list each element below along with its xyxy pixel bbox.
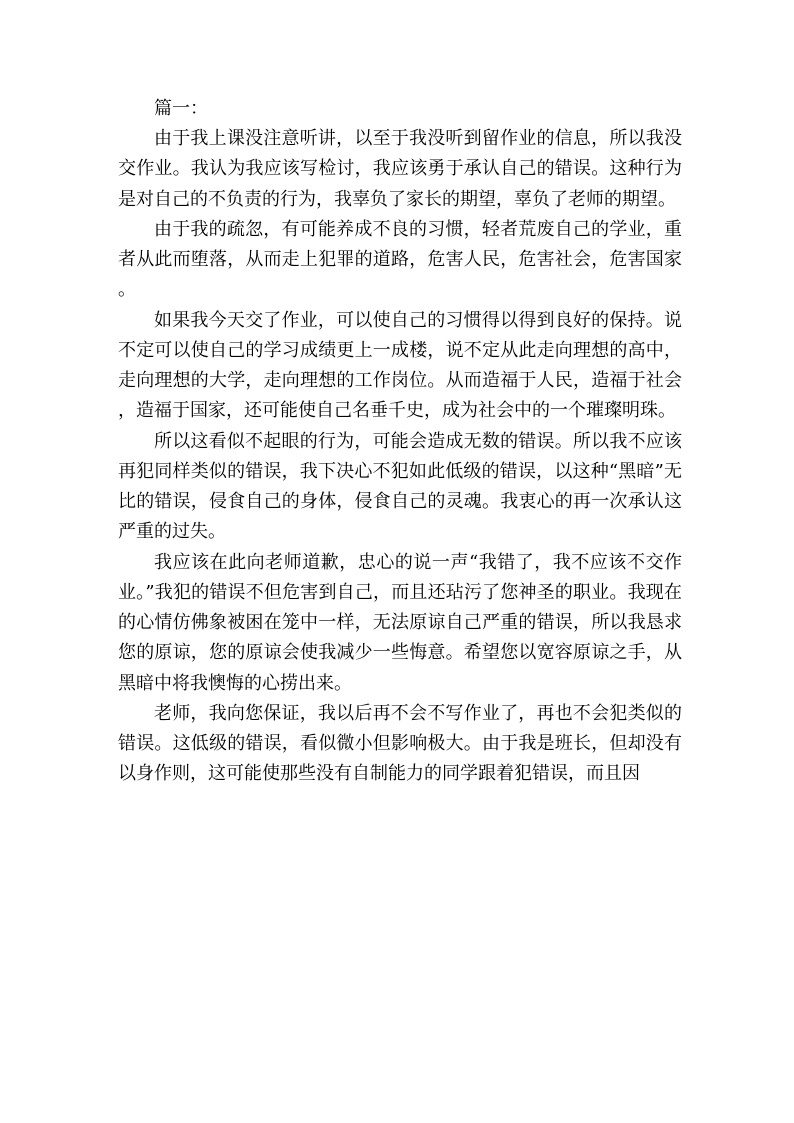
paragraph-1: 由于我上课没注意听讲，以至于我没听到留作业的信息，所以我没交作业。我认为我应该写检讨，我应该勇于承认自己的错误。这种行为是对自己的不负责的行为，我辜负了家长的期望，辜负了老师的期望。 <box>118 128 682 210</box>
paragraph-5: 我应该在此向老师道歉，忠心的说一声“我错了，我不应该不交作业。”我犯的错误不但危害到自己，而且还玷污了您神圣的职业。我现在的心情仿佛象被困在笼中一样，无法原谅自己严重的错误，所以我恳求您的原谅，您的原谅会使我减少一些悔意。希望您以宽容原谅之手，从黑暗中将我懊悔的心捞出来。 <box>118 551 682 694</box>
section-heading: 篇一： <box>154 98 208 119</box>
paragraph-6: 老师，我向您保证，我以后再不会不写作业了，再也不会犯类似的错误。这低级的错误，看似微小但影响极大。由于我是班长，但却没有以身作则，这可能使那些没有自制能力的同学跟着犯错误，而且因 <box>118 702 682 785</box>
document-page <box>118 94 682 790</box>
paragraph-3: 如果我今天交了作业，可以使自己的习惯得以得到良好的保持。说不定可以使自己的学习成绩更上一成楼，说不定从此走向理想的高中，走向理想的大学，走向理想的工作岗位。从而造福于人民，造福于社会，造福于国家，还可能使自己名垂千史，成为社会中的一个璀璨明珠。 <box>118 309 682 422</box>
paragraph-2: 由于我的疏忽，有可能养成不良的习惯，轻者荒废自己的学业，重者从此而堕落，从而走上犯罪的道路，危害人民，危害社会，危害国家。 <box>118 218 682 301</box>
paragraph-4: 所以这看似不起眼的行为，可能会造成无数的错误。所以我不应该再犯同样类似的错误，我下决心不犯如此低级的错误，以这种“黑暗”无比的错误，侵食自己的身体，侵食自己的灵魂。我衷心的再一次承认这严重的过失。 <box>118 430 682 543</box>
